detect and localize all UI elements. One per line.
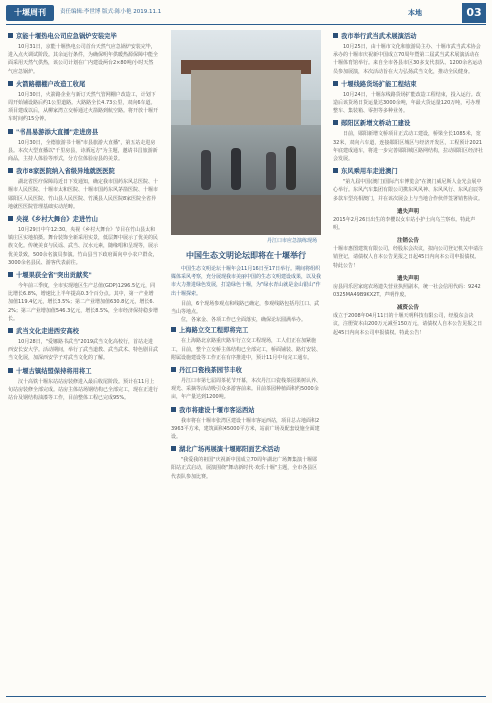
header-rule [6, 24, 486, 25]
article-body: 10月30日，全德旅游书十堰"市县旅游大直播"，第五站走进房县。本次大型直播以"千里房县，诗酒远方"为主题，邀请书昌旅游新商品，主持人体验等形式，分方位体验房县的美景。 [8, 139, 158, 163]
article-body: 今年前三季度，全市实现地区生产总值(GDP)1296.5亿元，同比增长6.8%，增速比上半年提高0.3个百分点。其中，第一产业增加值119.4亿元，增长3.5%；第二产业增加值630.8亿元，增长6.2%；第三产业增加值546.3亿元，增长8.5%，全市经济保持稳步增长。 [8, 283, 158, 322]
article [8, 367, 158, 403]
bullet-square-icon [8, 33, 13, 38]
bullet-square-icon [333, 120, 338, 125]
article-title: 十堰线路货场扩能工程结束 [333, 80, 483, 89]
article-title: 东风乘用车走进澳门 [333, 167, 483, 176]
notice-heading: 遗失声明 [396, 275, 419, 282]
bullet-square-icon [171, 407, 176, 412]
photo-caption: 丹江口市应急演练现场 [266, 238, 317, 244]
article-title: 十堰古镇结盟保持将用将工 [8, 367, 158, 376]
lead-headline: 中国生态文明论坛即将在十堰举行 [186, 251, 306, 260]
notice [333, 274, 483, 299]
article-title: 京能十堰热电公司应急锅炉安装完毕 [8, 32, 158, 41]
bullet-square-icon [8, 129, 13, 134]
article-title: 武当文化走进西安高校 [8, 327, 158, 336]
notice-body: 成立于2008年04月11日的十堰天明科技有限公司，经股东会决议，注册资本由200万元减至150万元，请债权人自本公告见报之日起45日内向本公司申报债权。特此公告！ [333, 313, 483, 336]
article [333, 167, 483, 203]
bullet-square-icon [8, 216, 13, 221]
article [8, 32, 158, 76]
article-body: 我市将在十堰市张湾区建设十堰市客运西站，项目总占地面积23963平方米，建筑面积45000平方米，站前广场及配套设施全面建设。 [171, 417, 320, 441]
lead-tail: 位，各家金、各项工作已全面落实，确保论坛圆满举办。 [181, 317, 307, 324]
masthead: 十堰周刊 [6, 5, 54, 21]
notice-body: 房县同乐居家庭农场遗失营业执照副本，统一社会信用代码：92420325MA49B9KX2T。声明作废。 [333, 283, 481, 299]
bullet-square-icon [171, 327, 176, 332]
lead-intro: 中国生态文明论坛十堰年会11月16日至17日举行。期间将组织媒体采风考察，充分展现我市美丽中国的生态文明建设成果，以及我市大力推进绿色发展，打造绿色十堰，为"绿水青山就是金山银山"作出十堰探索。 [171, 266, 322, 297]
article-body: 日前，郧阳新增文桥项目正式动工建设，桥梁全长1085米，宽32米，双向六车道，连接郧阳区城区与经济开发区，工程预计2021年底建成通车，将进一步完善郧阳城区路网结构，拉动郧阳区经济社会发展。 [333, 131, 484, 163]
bullet-square-icon [333, 168, 338, 173]
article [8, 167, 158, 211]
bullet-square-icon [8, 328, 13, 333]
article [171, 445, 321, 481]
article-body: 10月31日，京能十堰热电公司首台天然气应急锅炉安装完毕，进入点火调试阶段。其余运行条件，为确保明年供暖热源保障中能全面采用天然气供热，该公司计划在广内建设两台2×80吨/小时天然气应急锅炉。 [8, 44, 159, 75]
article-title: 十堰果获全省"突出贡献奖" [8, 271, 158, 280]
article-title: "书昌易游添大直播"走进房县 [8, 128, 158, 137]
article-title: 丹江口瓷栈茶园节丰收 [171, 366, 321, 375]
bullet-square-icon [8, 272, 13, 277]
bullet-square-icon [8, 81, 13, 86]
bullet-square-icon [333, 33, 338, 38]
news-photo [171, 30, 321, 235]
article [171, 406, 321, 442]
article [333, 32, 483, 76]
article [171, 366, 321, 402]
article [8, 80, 158, 124]
article-body: 10月28日，"爱娜路书武当"2019武当文化高校行，首站走进西安长安大学。活动期间，举行了武当道教、武当武术、特色剧目武当文化展，加深西安学子对武当文化的了解。 [8, 339, 159, 362]
article-title: 我市举行武当武术展演活动 [333, 32, 483, 41]
article-title: 郧阳区新增文桥动工建设 [333, 119, 483, 128]
lead-body: 目前，6个现场参观点和线路已确定，参观线路包括丹江口、武当山等地点。 [171, 300, 320, 316]
article-title: 火箭路棚棚户改造工收尾 [8, 80, 158, 89]
article [333, 119, 483, 163]
column-left [8, 30, 158, 406]
article-title: 上海路立交工程即将完工 [171, 326, 321, 335]
column-middle [171, 30, 321, 485]
column-right [333, 30, 483, 341]
article-title: 湖北广场再展演十堰郧阳面艺术活动 [171, 445, 321, 454]
notice-heading: 注销公告 [396, 238, 419, 245]
article-body: "第九届中国(澳门)国际汽车博览会"在澳门威尼斯人金光会展中心举行。东风汽车集团有限公司携东风风神、东风风行、东风启辰等多款车型亮相澳门，并在该次展会上与当地合作伙伴签署销售协议。 [333, 179, 484, 202]
article [171, 326, 321, 362]
article [8, 327, 158, 363]
article-title: 我市8家医院纳入省级异地就医医院 [8, 167, 158, 176]
article [333, 80, 483, 116]
notice [333, 236, 483, 270]
notice [333, 207, 483, 232]
article [8, 128, 158, 164]
bullet-square-icon [171, 446, 176, 451]
editor-line: 责任编辑:李世博 版式:陈小艳 2019.11.1 [60, 9, 162, 15]
page-header [0, 0, 492, 26]
article-title: 央视《乡村大舞台》走进竹山 [8, 215, 158, 224]
notice-heading: 减资公告 [396, 305, 419, 312]
article-body: 丹江口市第七届周茶花节开幕，本次丹江口瓷栈茶园果树认养、观光、采摘等活动吸引众多游客前来。目前茶园种植面积约5000余亩，年产量达到1200吨。 [171, 378, 322, 401]
notice-heading: 遗失声明 [396, 208, 419, 215]
page-number: 03 [462, 3, 486, 23]
bullet-square-icon [171, 367, 176, 372]
notice [333, 303, 483, 337]
notice-body: 十堰市惠图建筑有限公司，经股东会决议，拟向公司登记机关申请注销登记，请债权人自本公告见报之日起45日内向本公司申报债权。特此公告！ [333, 246, 484, 269]
article-body: "我爱我的祖国"庆祝新中国成立70周年湖北广场舞集演十堰郧阳站正式启动，展演围绕"舞动新时代·欢乐十堰"主题，全市各县区代表队参加比赛。 [171, 457, 318, 480]
article-title: 我市将建设十堰市客运西站 [171, 406, 321, 415]
article-body: 在上海路北京路重庆路车行立交工程现场，工人们正在加紧施工，目前，整个立交桥主体结构已全部完工，桥面铺装、路灯安装、附属设施建设等工作正在有序推进中，预计11月中旬完工通车。 [171, 338, 322, 361]
bullet-square-icon [8, 168, 13, 173]
article-body: 湖北省医疗保障局近日下发通知，确定我市国药东风总医院、十堰市人民医院、十堰市太和医院、十堰市国药东风茅箭医院、十堰市郧阳区人民医院、竹山县人民医院、竹溪县人民医院8家医院全省异地就医医院管理基础实动范畴。 [8, 179, 159, 210]
bullet-square-icon [8, 368, 13, 373]
bullet-square-icon [333, 81, 338, 86]
footer-rule [6, 696, 486, 697]
article-body: 10月30日，火箭路企业与新订天然气管网棚户改造工，计划下周开始铺设路后约1公里道路。大路路全长4.73公里，双向6车道。项目建成以后，从柳家湾立交桥通过火箭路到航空路。将开放十堰开车时间约15分钟。 [8, 91, 159, 123]
article-body: 10月24日，十堰东线路货场扩能改造工程结束，投入运行。改造后该货场日货运量达3000余吨，年最大货运量120万吨，可办理整车、集装箱、零担等多种业务。 [333, 91, 481, 115]
article [8, 215, 158, 267]
article [8, 271, 158, 323]
section-name: 本地 [408, 9, 422, 17]
article-body: 10月29日中午12:30，央视《乡村大舞台》节目在竹山县太和镇庄区实地拍摄。舞台装饰全新采用实景，低层舞中展示了优美的民族文化。传统美食与民谣、武当、汉水元素，随缘唱和呈现等，展示优美景致，500余名演员参演。竹山县当下政府面向中小农户群众，3000余名县民、游客代表前往。 [8, 227, 159, 266]
article-body: 10月25日，由十堰市文化和旅游局主办、十堰市武当武术协会承办的十堰市庆祝新中国成立70周年暨第二届武当武术展演活动在十堰体育馆举行。来自全市各县市区30多支代表队、1200余名运动员参加展演，本次活动旨在大力弘扬武当文化，推动全民健身。 [333, 44, 483, 75]
article-body: 汉十高铁十堰东站站房装修进入最后收尾阶段。预计在11月上旬站房装修全部完成。站房主体站场钢结构已全部完工，现在正进行站台及钢结构油漆等工作，目前整体工程已完成95%。 [8, 378, 159, 402]
notice-body: 2015年2月26日出生的李樱以女车站小护士向乌兰察布。特此声明。 [333, 216, 476, 232]
